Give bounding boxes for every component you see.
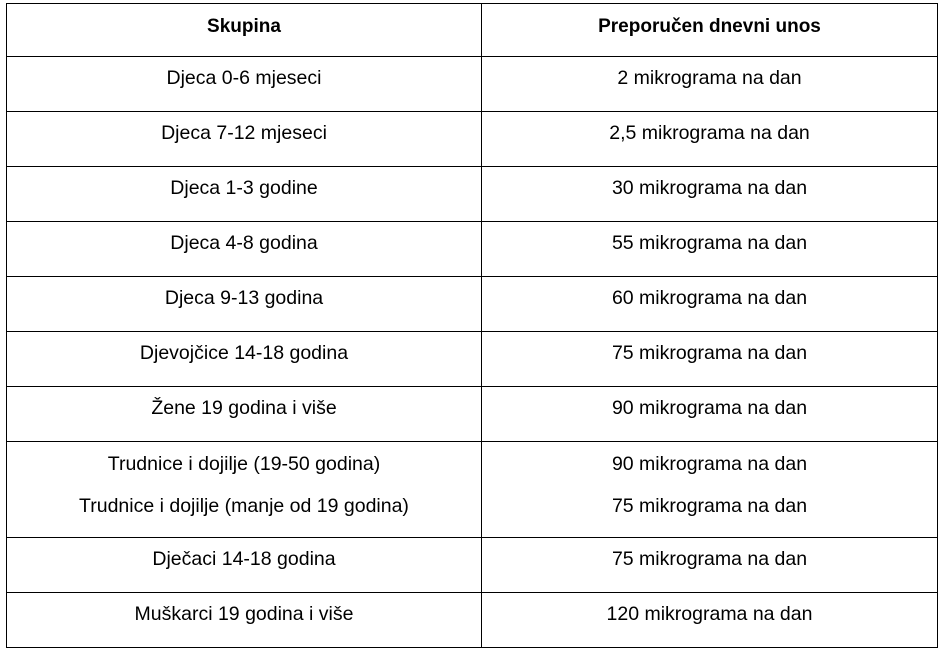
intake-cell-text: 75 mikrograma na dan xyxy=(611,494,808,517)
table-header-row xyxy=(7,4,938,57)
table-row xyxy=(7,593,938,648)
group-cell xyxy=(7,593,482,648)
table-row xyxy=(7,442,938,538)
intake-cell-text: 75 mikrograma na dan xyxy=(611,342,808,365)
group-cell-text: Žene 19 godina i više xyxy=(151,397,337,420)
group-cell-text: Djevojčice 14-18 godina xyxy=(139,342,349,365)
group-cell-text: Djeca 4-8 godina xyxy=(170,232,318,255)
intake-cell xyxy=(482,277,938,332)
group-cell xyxy=(7,332,482,387)
intake-cell-text: 2,5 mikrograma na dan xyxy=(609,122,810,145)
table-row xyxy=(7,277,938,332)
intake-cell-text: 120 mikrograma na dan xyxy=(606,603,813,626)
intake-cell xyxy=(482,222,938,277)
group-cell-text: Djeca 1-3 godine xyxy=(170,177,318,200)
intake-cell xyxy=(482,167,938,222)
intake-cell xyxy=(482,593,938,648)
group-cell-text: Trudnice i dojilje (19-50 godina) xyxy=(107,453,381,475)
intake-cell xyxy=(482,112,938,167)
intake-cell xyxy=(482,57,938,112)
intake-cell xyxy=(482,442,938,538)
intake-cell-text: 2 mikrograma na dan xyxy=(617,67,802,90)
table-row xyxy=(7,222,938,277)
group-cell xyxy=(7,222,482,277)
table-body xyxy=(7,57,938,648)
intake-cell-text: 75 mikrograma na dan xyxy=(611,548,808,571)
column-header-intake: Preporučen dnevni unos xyxy=(482,4,938,57)
group-cell xyxy=(7,57,482,112)
table-row xyxy=(7,167,938,222)
intake-cell-text: 60 mikrograma na dan xyxy=(611,287,808,310)
intake-cell-text: 90 mikrograma na dan xyxy=(611,397,808,420)
intake-table xyxy=(6,3,938,648)
intake-cell-text: 55 mikrograma na dan xyxy=(611,232,808,255)
table-row xyxy=(7,387,938,442)
intake-cell xyxy=(482,538,938,593)
intake-cell-text: 30 mikrograma na dan xyxy=(611,177,808,200)
group-cell xyxy=(7,387,482,442)
table-row xyxy=(7,57,938,112)
table-row xyxy=(7,112,938,167)
group-cell-text: Trudnice i dojilje (manje od 19 godina) xyxy=(79,494,409,517)
group-cell-text: Djeca 9-13 godina xyxy=(164,287,324,310)
table-row xyxy=(7,332,938,387)
intake-cell xyxy=(482,387,938,442)
group-cell-text: Muškarci 19 godina i više xyxy=(134,603,354,626)
group-cell xyxy=(7,167,482,222)
group-cell xyxy=(7,442,482,538)
column-header-group: Skupina xyxy=(7,4,482,57)
group-cell xyxy=(7,277,482,332)
group-cell-text: Djeca 0-6 mjeseci xyxy=(166,67,322,90)
table-row xyxy=(7,538,938,593)
group-cell-text: Djeca 7-12 mjeseci xyxy=(161,122,327,145)
intake-cell xyxy=(482,332,938,387)
group-cell xyxy=(7,112,482,167)
group-cell-text: Dječaci 14-18 godina xyxy=(152,548,336,571)
group-cell xyxy=(7,538,482,593)
intake-cell-text: 90 mikrograma na dan xyxy=(611,453,808,475)
